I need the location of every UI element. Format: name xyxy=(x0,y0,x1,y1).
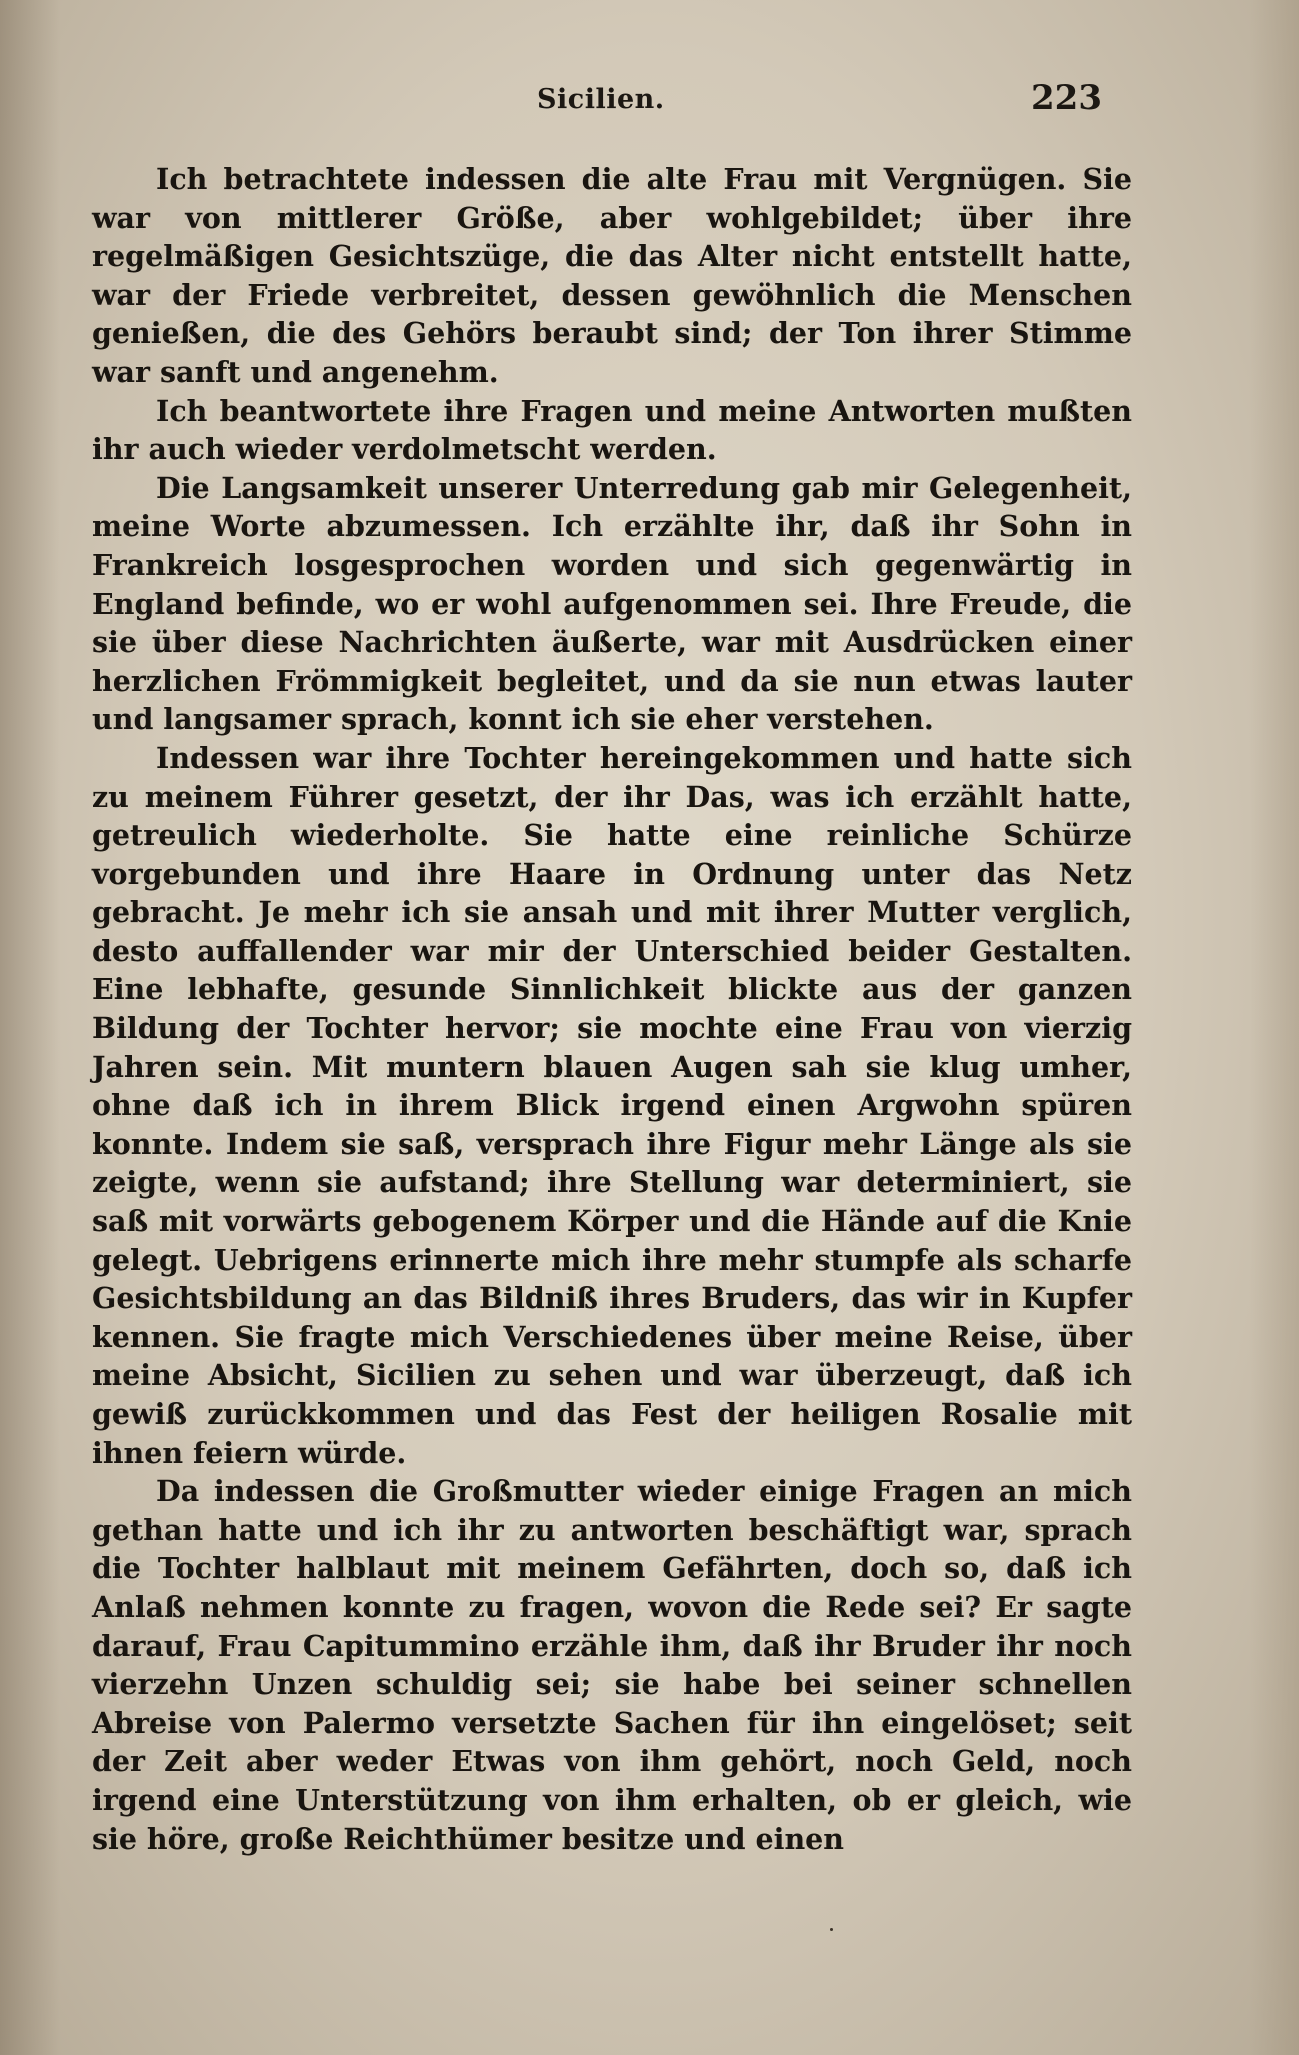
running-head: Sicilien. xyxy=(537,84,665,115)
page-header xyxy=(92,78,1102,126)
body-text xyxy=(92,160,1132,1858)
paragraph-4: Indessen war ihre Tochter hereingekommen und hatte sich zu meinem Führer gesetzt, der ihr Das, was ich erzählt hatte, getreulich wiederholte. Sie hatte eine reinliche Schürze vorgebunden und ihre Haare in Ordnung unter das Netz gebracht. Je mehr ich sie ansah und mit ihrer Mutter verglich, desto auffallender war mir der Unterschied beider Gestalten. Eine lebhafte, gesunde Sinnlichkeit blickte aus der ganzen Bildung der Tochter hervor; sie mochte eine Frau von vierzig Jahren sein. Mit muntern blauen Augen sah sie klug umher, ohne daß ich in ihrem Blick irgend einen Argwohn spüren konnte. Indem sie saß, versprach ihre Figur mehr Länge als sie zeigte, wenn sie aufstand; ihre Stellung war determiniert, sie saß mit vorwärts gebogenem Körper und die Hände auf die Knie gelegt. Uebrigens erinnerte mich ihre mehr stumpfe als scharfe Gesichtsbildung an das Bildniß ihres Bruders, das wir in Kupfer kennen. Sie fragte mich Verschiedenes über meine Reise, über meine Absicht, Sicilien zu sehen und war überzeugt, daß ich gewiß zurückkommen und das Fest der heiligen Rosalie mit ihnen feiern würde. xyxy=(92,740,1132,1470)
print-speck xyxy=(830,1928,833,1931)
paragraph-3: Die Langsamkeit unserer Unterredung gab mir Gelegenheit, meine Worte abzumessen. Ich erzählte ihr, daß ihr Sohn in Frankreich losgesprochen worden und sich gegenwärtig in England befinde, wo er wohl aufgenommen sei. Ihre Freude, die sie über diese Nachrichten äußerte, war mit Ausdrücken einer herzlichen Frömmigkeit begleitet, und da sie nun etwas lauter und langsamer sprach, konnt ich sie eher verstehen. xyxy=(92,470,1132,737)
page-number: 223 xyxy=(1031,78,1102,118)
paragraph-2: Ich beantwortete ihre Fragen und meine Antworten mußten ihr auch wieder verdolmetscht werden. xyxy=(92,393,1132,467)
paragraph-1: Ich betrachtete indessen die alte Frau mit Vergnügen. Sie war von mittlerer Größe, aber wohlgebildet; über ihre regelmäßigen Gesichtszüge, die das Alter nicht entstellt hatte, war der Friede verbreitet, dessen gewöhnlich die Menschen genießen, die des Gehörs beraubt sind; der Ton ihrer Stimme war sanft und angenehm. xyxy=(92,162,1132,389)
paragraph-5: Da indessen die Großmutter wieder einige Fragen an mich gethan hatte und ich ihr zu antworten beschäftigt war, sprach die Tochter halblaut mit meinem Gefährten, doch so, daß ich Anlaß nehmen konnte zu fragen, wovon die Rede sei? Er sagte darauf, Frau Capitummino erzähle ihm, daß ihr Bruder ihr noch vierzehn Unzen schuldig sei; sie habe bei seiner schnellen Abreise von Palermo versetzte Sachen für ihn eingelöset; seit der Zeit aber weder Etwas von ihm gehört, noch Geld, noch irgend eine Unterstützung von ihm erhalten, ob er gleich, wie sie höre, große Reichthümer besitze und einen xyxy=(92,1474,1132,1856)
